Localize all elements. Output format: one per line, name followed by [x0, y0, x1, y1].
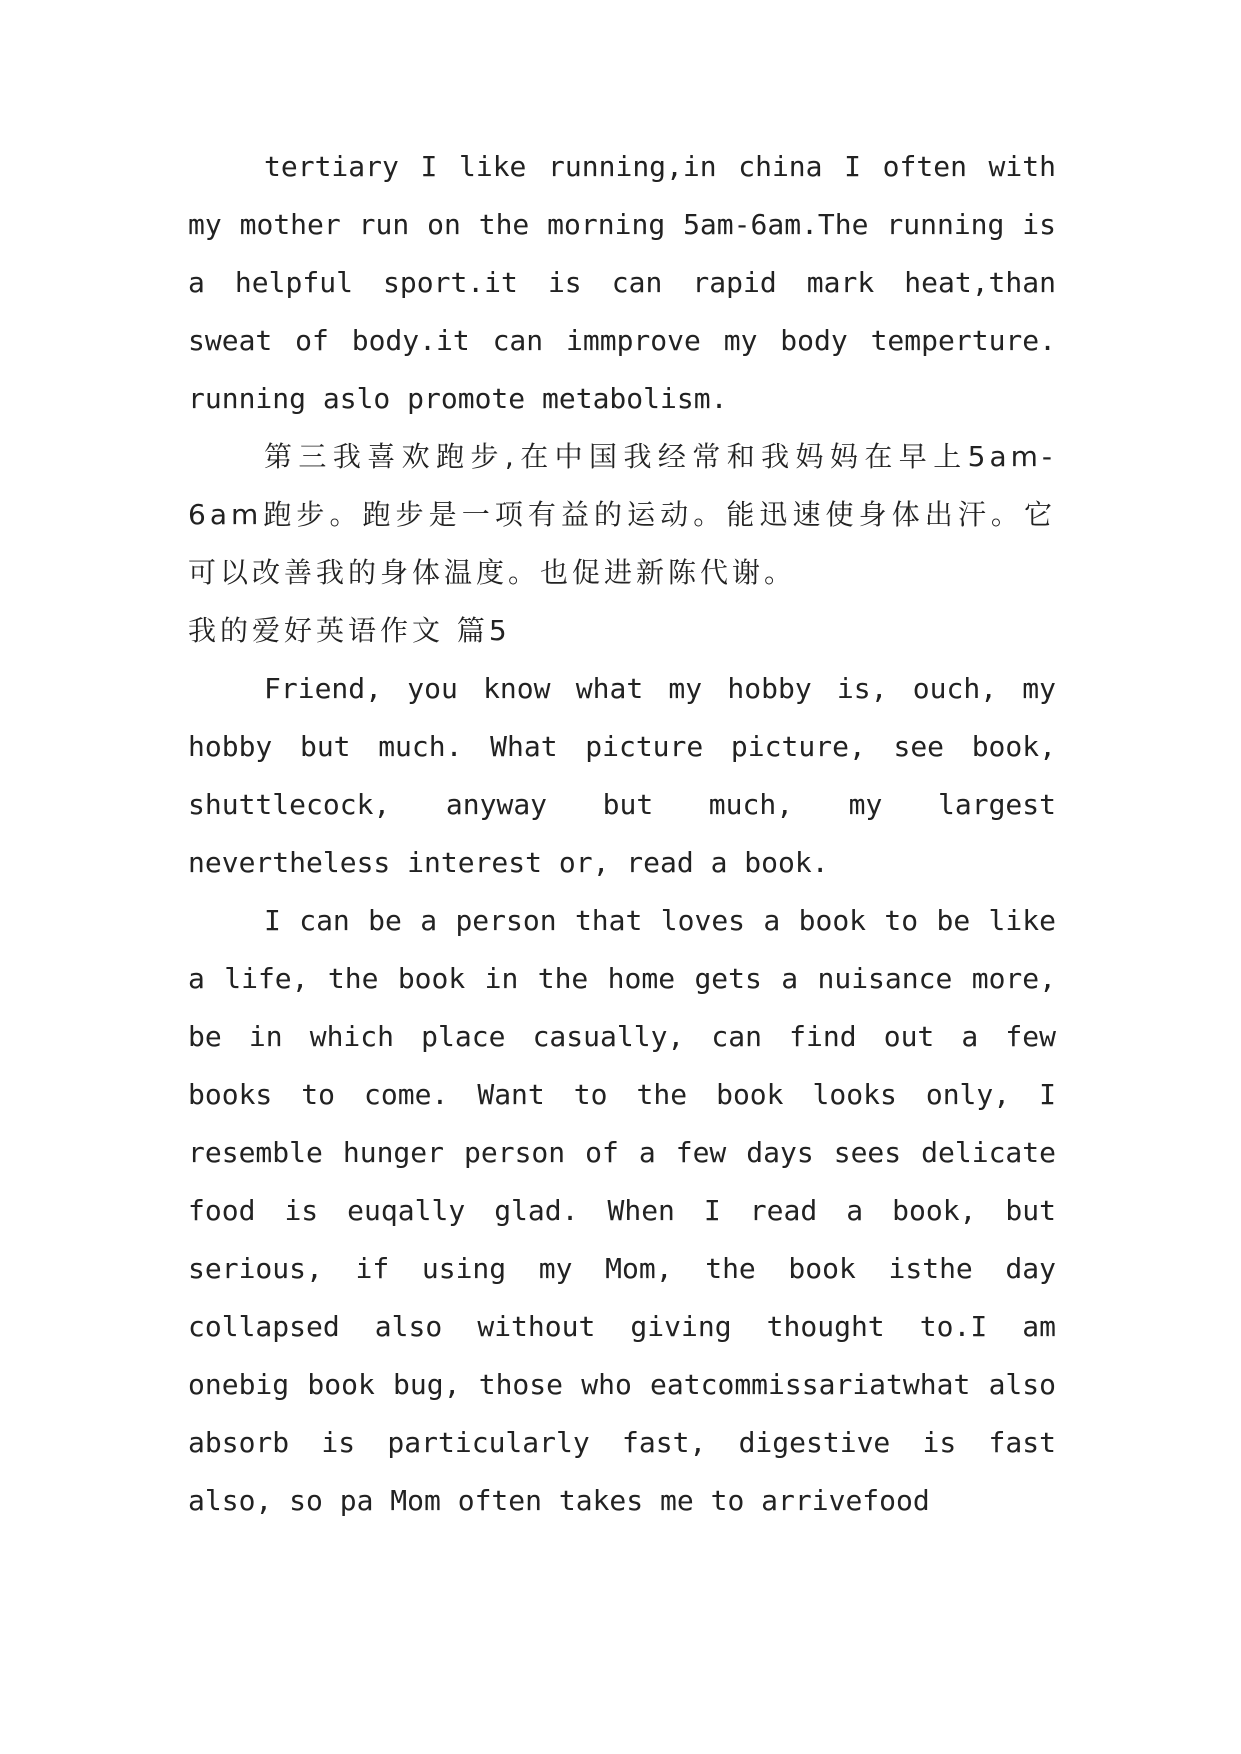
- paragraph-running-chinese: 第三我喜欢跑步,在中国我经常和我妈妈在早上5am-6am跑步。跑步是一项有益的运动。能迅速使身体出汗。它可以改善我的身体温度。也促进新陈代谢。: [188, 440, 1056, 589]
- paragraph-hobby-intro: Friend, you know what my hobby is, ouch, my hobby but much. What picture picture, see book, shuttlecock, anyway but much, my largest nevertheless interest or, read a book.: [188, 672, 1056, 879]
- paragraph-running-english: tertiary I like running,in china I often with my mother run on the morning 5am-6am.The running is a helpful sport.it is can rapid mark heat,than sweat of body.it can immprove my body temperture. running aslo promote metabolism.: [188, 150, 1056, 415]
- section-heading: 我的爱好英语作文 篇5: [188, 614, 511, 647]
- document-body: [188, 138, 1056, 1530]
- paragraph-book-lover: I can be a person that loves a book to be like a life, the book in the home gets a nuisance more, be in which place casually, can find out a few books to come. Want to the book looks only, I resemble hunger person of a few days sees delicate food is euqally glad. When I read a book, but serious, if using my Mom, the book isthe day collapsed also without giving thought to.I am onebig book bug, those who eatcommissariatwhat also absorb is particularly fast, digestive is fast also, so pa Mom often takes me to arrivefood: [188, 904, 1056, 1517]
